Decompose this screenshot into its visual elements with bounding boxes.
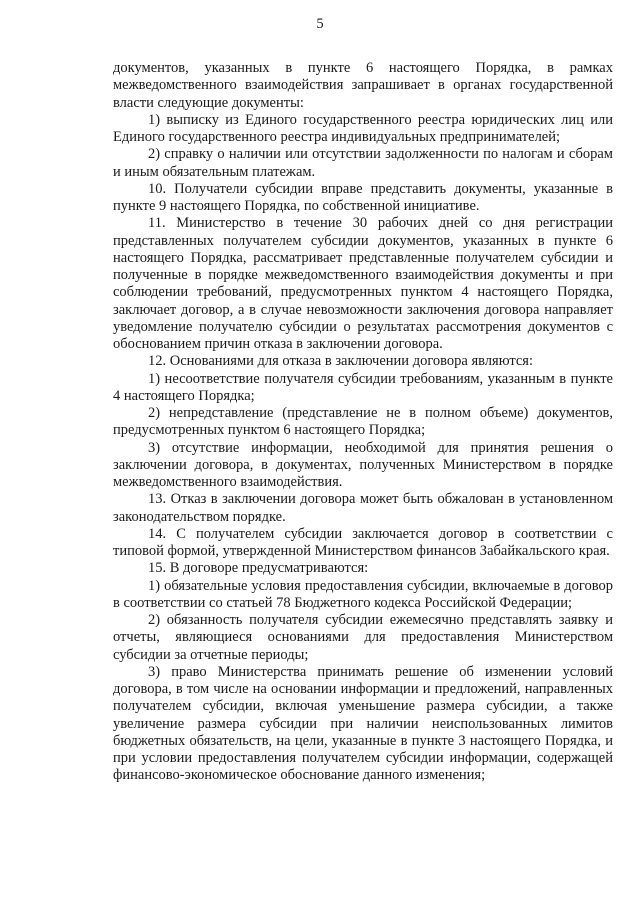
paragraph: 3) отсутствие информации, необходимой для принятия решения о заключении договора, в документах, полученных Министерством в порядке межведомственного взаимодействия. [113, 439, 613, 490]
document-body [113, 60, 613, 785]
paragraph: 1) обязательные условия предоставления субсидии, включаемые в договор в соответствии со статьей 78 Бюджетного кодекса Российской Федерации; [113, 577, 613, 611]
paragraph: 12. Основаниями для отказа в заключении договора являются: [148, 353, 533, 370]
paragraph: 1) выписку из Единого государственного реестра юридических лиц или Единого государственного реестра индивидуальных предпринимателей; [113, 111, 613, 145]
paragraph: 1) несоответствие получателя субсидии требованиям, указанным в пункте 4 настоящего Порядка; [113, 370, 613, 404]
page-number: 5 [316, 16, 324, 32]
paragraph: 2) справку о наличии или отсутствии задолженности по налогам и сборам и иным обязательным платежам. [113, 146, 613, 180]
paragraph: 3) право Министерства принимать решение об изменении условий договора, в том числе на основании информации и предложений, направленных получателем субсидии, включая уменьшение размера субсидии, а также увеличение размера субсидии при наличии неиспользованных лимитов бюджетных обязательств, на цели, указанные в пункте 3 настоящего Порядка, и при условии предоставления получателем субсидии информации, содержащей финансово-экономическое обоснование данного изменения; [113, 663, 613, 784]
paragraph: 2) непредставление (представление не в полном объеме) документов, предусмотренных пунктом 6 настоящего Порядка; [113, 405, 613, 439]
paragraph: 10. Получатели субсидии вправе представить документы, указанные в пункте 9 настоящего Порядка, по собственной инициативе. [113, 180, 613, 214]
paragraph: документов, указанных в пункте 6 настоящего Порядка, в рамках межведомственного взаимодействия запрашивает в органах государственной власти следующие документы: [113, 60, 613, 111]
paragraph: 15. В договоре предусматриваются: [148, 560, 369, 577]
paragraph: 13. Отказ в заключении договора может быть обжалован в установленном законодательством порядке. [113, 491, 613, 525]
paragraph: 2) обязанность получателя субсидии ежемесячно представлять заявку и отчеты, являющиеся основаниями для предоставления Министерством субсидии за отчетные периоды; [113, 612, 613, 663]
paragraph: 11. Министерство в течение 30 рабочих дней со дня регистрации представленных получателем субсидии документов, указанных в пункте 6 настоящего Порядка, рассматривает представленные получателем субсидии и полученные в порядке межведомственного взаимодействия документы и при соблюдении требований, предусмотренных пунктом 4 настоящего Порядка, заключает договор, а в случае невозможности заключения договора направляет уведомление получателю субсидии о результатах рассмотрения документов с обоснованием причин отказа в заключении договора. [113, 215, 613, 352]
paragraph: 14. С получателем субсидии заключается договор в соответствии с типовой формой, утвержденной Министерством финансов Забайкальского края. [113, 525, 613, 559]
